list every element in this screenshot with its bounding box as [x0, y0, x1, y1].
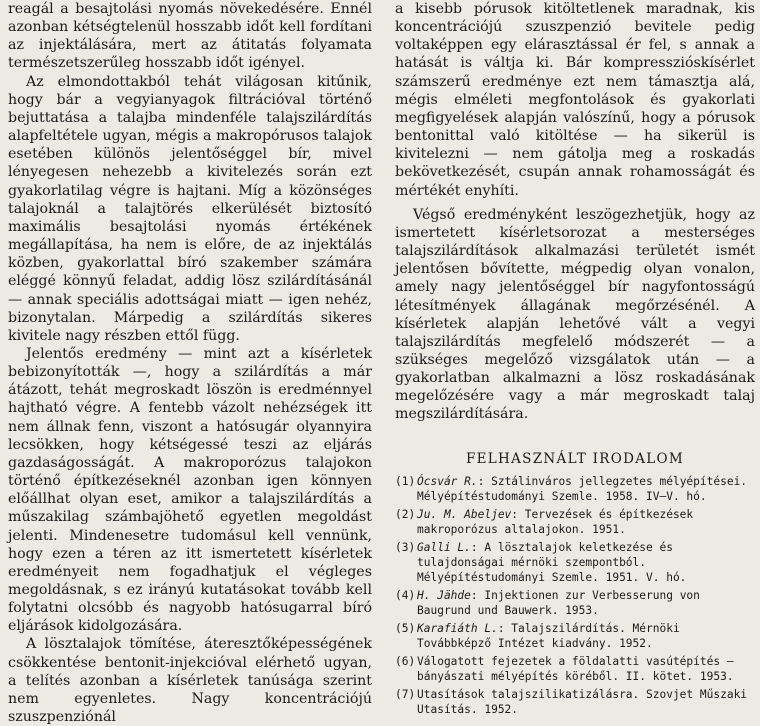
reference-number: (5)	[395, 621, 416, 635]
left-paragraph-3: Jelentős eredmény — mint azt a kísérletek bebizonyították —, hogy a szilárdítás a már átázott, tehát megroskadt löszön is eredménnyel hajtható végre. A fentebb vázolt nehézségek itt nem állnak fenn, viszont a hatósugár olyannyira lecsökken, hogy kétségessé teszi az eljárás gazdaságosságát. A makroporózus talajokon történő építkezéseknél azonban igen könnyen előállhat olyan eset, amikor a talajszilárdítás a műszakilag számbajöhető egyetlen megoldást jelenti. Mindenesetre tudomásul kell vennünk, hogy ezen a téren az itt ismertetett kísérletek eredményeit nem fogadhatjuk el végleges megoldásnak, s ez irányú kutatásokat tovább kell folytatni olcsóbb és nagyobb hatósugarral bíró eljárások kidolgozására.	[8, 345, 372, 635]
reference-number: (4)	[395, 588, 416, 602]
reference-item	[395, 474, 755, 504]
left-paragraph-4: A lösztalajok tömítése, áteresztőképességének csökkentése bentonit-injekcióval elérhető ugyan, a telítés azonban a kísérletek tanúsága szerint nem egyenletes. Nagy koncentrációjú szuszpenziónál	[8, 636, 372, 726]
left-column	[8, 0, 372, 726]
reference-text: : Sztálinváros jellegzetes mélyépítései. Mélyépítéstudományi Szemle. 1958. IV—V. hó.	[417, 474, 748, 503]
reference-item	[395, 654, 755, 684]
left-paragraph-1: reagál a besajtolási nyomás növekedésére. Ennél azonban kétségtelenül hosszabb időt kell fordítani az injektálására, mert az átitatás folyamata természetszerűleg hosszabb időt igényel.	[8, 1, 372, 72]
right-column	[395, 0, 755, 720]
references-list	[395, 474, 755, 717]
references-heading: FELHASZNÁLT IRODALOM	[465, 450, 685, 467]
reference-author: H. Jähde	[417, 588, 471, 602]
right-paragraph-1: a kisebb pórusok kitöltetlenek maradnak, kis koncentrációjú szuszpenzió bevitele pedig voltaképpen egy elárasztással ér fel, s annak a hatását is váltja ki. Bár kompresszióskísérlet számszerű eredménye ezt nem támasztja alá, mégis elméleti megfontolások és gyakorlati megfigyelések alapján valószínű, hogy a pórusok bentonittal való kitöltése — ha sikerül is kivitelezni — nem gátolja meg a roskadás bekövetkezését, csupán annak rohamosságát és mértékét enyhíti.	[395, 1, 755, 199]
reference-number: (2)	[395, 507, 416, 521]
reference-item	[395, 621, 755, 651]
reference-text: : Tervezések és építkezések makroporózus altalajokon. 1951.	[417, 507, 694, 536]
reference-text: : A lösztalajok keletkezése és tulajdonságai mérnöki szempontból. Mélyépítéstudományi Szemle. 1951. V. hó.	[417, 540, 687, 584]
reference-item	[395, 687, 755, 717]
reference-author: Ócsvár R.	[417, 474, 478, 488]
reference-number: (3)	[395, 540, 416, 554]
reference-item	[395, 588, 755, 618]
reference-item	[395, 507, 755, 537]
left-paragraph-2: Az elmondottakból tehát világosan kitűnik, hogy bár a vegyianyagok filtrációval történő bejuttatása a talajba mindenféle talajszilárdítás alapfeltétele ugyan, mégis a makropórusos talajok esetében különös jelentőséggel bír, mivel lényegesen nehezebb a kivitelezés során ezt gyakorlatilag végre is hajtani. Míg a közönséges talajoknál a talajtörés elkerülését biztosító maximális besajtolási nyomás értékének megállapítása, ha nem is előre, de az injektálás közben, gyakorlattal bíró szakember számára eléggé könnyű feladat, addig lösz szilárdításánál — annak speciális adottságai miatt — igen nehéz, bizonytalan. Márpedig a szilárdítás sikeres kivitele nagy részben ettől függ.	[8, 73, 372, 344]
reference-text: : Injektionen zur Verbesserung von Baugrund und Bauwerk. 1953.	[417, 588, 700, 617]
reference-text: Utasítások talajszilikatizálásra. Szovjet Műszaki Utasítás. 1952.	[417, 687, 748, 716]
reference-number: (6)	[395, 654, 416, 668]
reference-author: Karafiáth L.	[417, 621, 498, 635]
reference-number: (1)	[395, 474, 416, 488]
reference-author: Ju. M. Abeljev	[417, 507, 512, 521]
reference-text: Válogatott fejezetek a földalatti vasútépítés — bányászati mélyépítés köréből. II. kötet. 1953.	[417, 654, 734, 683]
reference-author: Galli L.	[417, 540, 471, 554]
reference-text: : Talajszilárdítás. Mérnöki Továbbképző Intézet kiadvány. 1952.	[417, 621, 680, 650]
reference-number: (7)	[395, 687, 416, 701]
right-paragraph-2: Végső eredményként leszögezhetjük, hogy az ismertetett kísérletsorozat a mesterséges talajszilárdítások alkalmazási területét ismét jelentősen bővítette, mégpedig olyan vonalon, amely nagy jelentőséggel bír nagyfontosságú létesítmények állagának megőrzésénél. A kísérletek alapján lehetővé vált a vegyi talajszilárdítás megfelelő módszerét — a szükséges megelőző vizsgálatok után — a gyakorlatban alkalmazni a lösz roskadásának megelőzésére vagy a már megroskadt talaj megszilárdítására.	[395, 206, 755, 423]
reference-item	[395, 540, 755, 585]
